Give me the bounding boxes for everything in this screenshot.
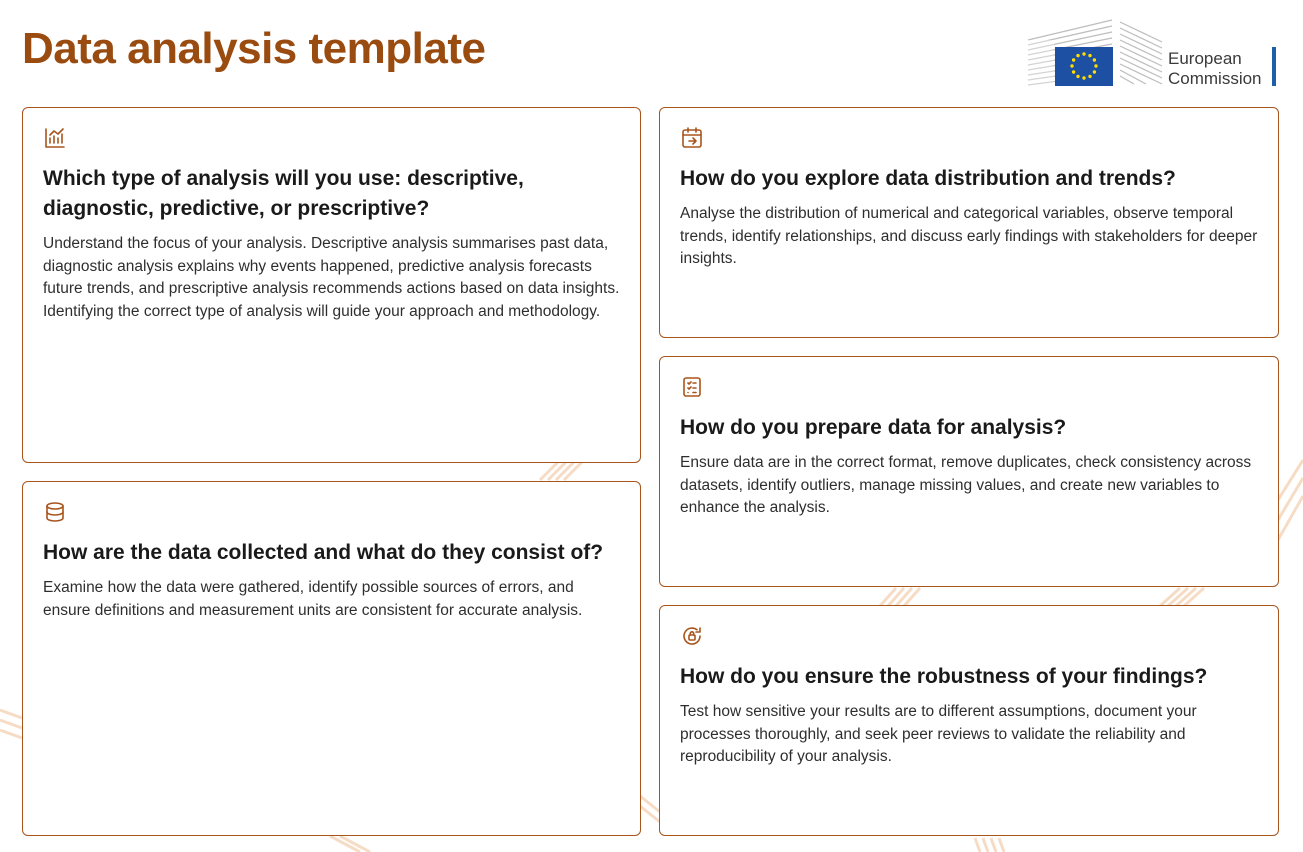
- european-commission-logo: [1026, 18, 1282, 90]
- logo-line-2: Commission: [1168, 69, 1262, 88]
- card-text: Understand the focus of your analysis. Descriptive analysis summarises past data, diagnostic analysis explains why events happened, predictive analysis forecasts future trends, and prescriptive analysis recommends actions based on data insights. Identifying the correct type of analysis will guide your approach and methodology.: [43, 235, 620, 320]
- logo-line-1: European: [1168, 49, 1242, 68]
- card-explore-distribution: [659, 107, 1279, 338]
- page-title: Data analysis template: [22, 24, 486, 73]
- card-robustness: [659, 605, 1279, 836]
- card-text: Examine how the data were gathered, identify possible sources of errors, and ensure definitions and measurement units are consistent for accurate analysis.: [43, 579, 583, 619]
- card-prepare-data: [659, 356, 1279, 587]
- card-text: Analyse the distribution of numerical and categorical variables, observe temporal trends, identify relationships, and discuss early findings with stakeholders for deeper insights.: [680, 205, 1258, 268]
- card-heading: Which type of analysis will you use: descriptive, diagnostic, predictive, or prescriptive?: [43, 167, 524, 220]
- card-heading: How are the data collected and what do they consist of?: [43, 541, 604, 564]
- card-analysis-type: [22, 107, 641, 463]
- database-icon: [43, 500, 67, 524]
- logo-text: [1168, 49, 1262, 89]
- logo-accent-bar: [1272, 47, 1276, 86]
- chart-icon: [43, 126, 67, 150]
- checklist-icon: [680, 375, 704, 399]
- card-heading: How do you prepare data for analysis?: [680, 416, 1067, 439]
- card-heading: How do you explore data distribution and trends?: [680, 167, 1176, 190]
- card-text: Ensure data are in the correct format, remove duplicates, check consistency across datasets, identify outliers, manage missing values, and create new variables to enhance the analysis.: [680, 454, 1252, 517]
- card-text: Test how sensitive your results are to different assumptions, document your processes thoroughly, and seek peer reviews to validate the reliability and reproducibility of your analysis.: [680, 703, 1197, 766]
- lock-refresh-icon: [680, 624, 704, 648]
- card-heading: How do you ensure the robustness of your findings?: [680, 665, 1208, 688]
- calendar-arrow-icon: [680, 126, 704, 150]
- card-data-collection: [22, 481, 641, 836]
